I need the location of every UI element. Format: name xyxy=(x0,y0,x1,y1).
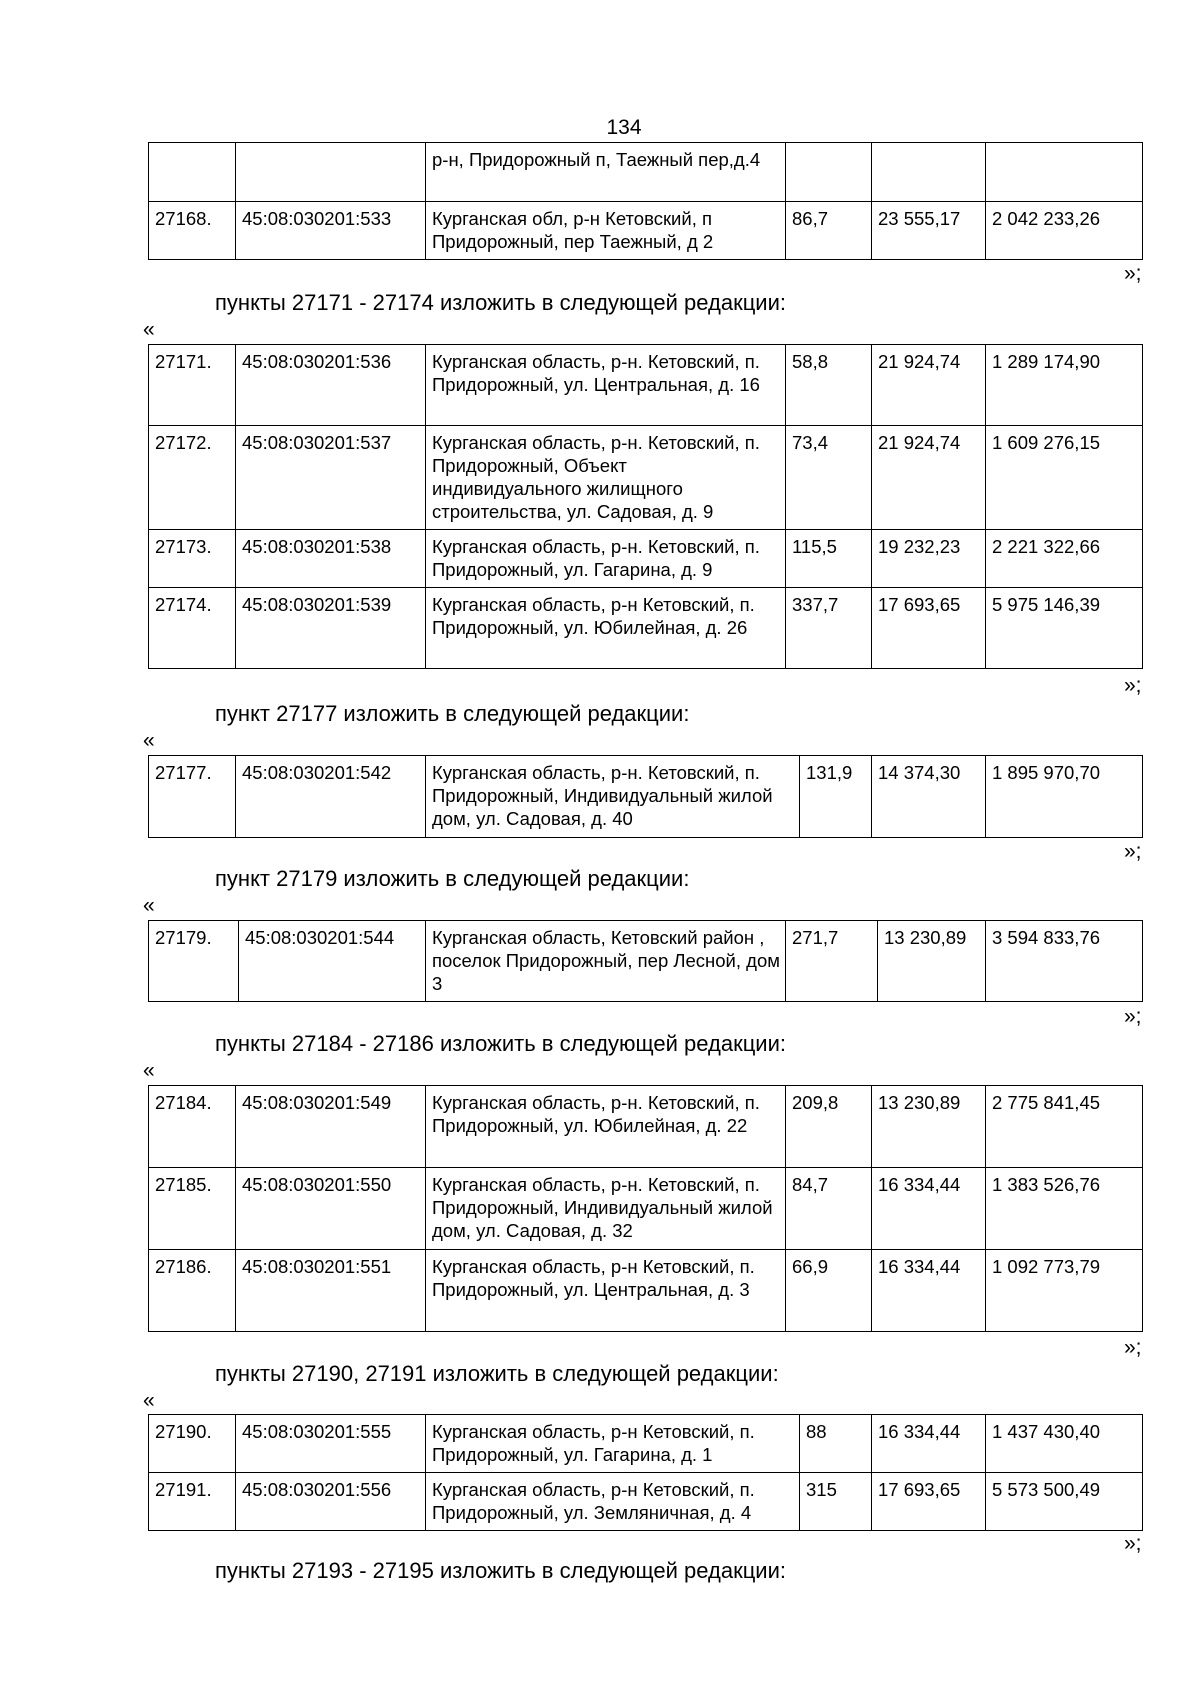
cell-address: Курганская область, Кетовский район , поселок Придорожный, пер Лесной, дом 3 xyxy=(426,921,786,1002)
table-row xyxy=(149,530,1143,588)
cell-number: 27177. xyxy=(149,756,236,838)
cell-area: 88 xyxy=(800,1415,872,1473)
cell-area: 209,8 xyxy=(786,1086,872,1168)
cell-price-per-unit xyxy=(872,143,986,202)
table-row xyxy=(149,756,1143,838)
cell-address: Курганская область, р-н. Кетовский, п. Придорожный, ул. Гагарина, д. 9 xyxy=(426,530,786,588)
table-row xyxy=(149,1168,1143,1250)
cell-address: Курганская область, р-н Кетовский, п. Придорожный, ул. Гагарина, д. 1 xyxy=(426,1415,800,1473)
cell-cadastral-number xyxy=(236,143,426,202)
amendment-instruction: пункты 27171 - 27174 изложить в следующей редакции: xyxy=(215,290,787,315)
close-quote: »; xyxy=(1124,674,1142,697)
open-quote: « xyxy=(143,894,155,917)
amendment-instruction: пункт 27179 изложить в следующей редакции: xyxy=(215,866,690,891)
cell-cadastral-number: 45:08:030201:556 xyxy=(236,1473,426,1531)
cell-cadastral-number: 45:08:030201:536 xyxy=(236,345,426,426)
registry-table-27179 xyxy=(148,920,1143,1002)
cell-price-per-unit: 14 374,30 xyxy=(872,756,986,838)
cell-price-per-unit: 16 334,44 xyxy=(872,1250,986,1332)
cell-cadastral-value: 2 221 322,66 xyxy=(986,530,1143,588)
cell-cadastral-value: 1 383 526,76 xyxy=(986,1168,1143,1250)
cell-area: 115,5 xyxy=(786,530,872,588)
cell-number: 27171. xyxy=(149,345,236,426)
cell-cadastral-number: 45:08:030201:538 xyxy=(236,530,426,588)
cell-number: 27172. xyxy=(149,426,236,530)
close-quote: »; xyxy=(1124,1005,1142,1028)
amendment-instruction: пункт 27177 изложить в следующей редакции: xyxy=(215,701,690,726)
cell-cadastral-number: 45:08:030201:551 xyxy=(236,1250,426,1332)
cell-number: 27191. xyxy=(149,1473,236,1531)
close-quote: »; xyxy=(1124,262,1142,285)
open-quote: « xyxy=(143,729,155,752)
cell-number xyxy=(149,143,236,202)
close-quote: »; xyxy=(1124,1336,1142,1359)
cell-cadastral-number: 45:08:030201:550 xyxy=(236,1168,426,1250)
open-quote: « xyxy=(143,1059,155,1082)
cell-area: 66,9 xyxy=(786,1250,872,1332)
cell-address: Курганская область, р-н Кетовский, п. Придорожный, ул. Земляничная, д. 4 xyxy=(426,1473,800,1531)
cell-address: Курганская область, р-н. Кетовский, п. Придорожный, ул. Центральная, д. 16 xyxy=(426,345,786,426)
cell-area: 271,7 xyxy=(786,921,878,1002)
cell-price-per-unit: 19 232,23 xyxy=(872,530,986,588)
cell-price-per-unit: 16 334,44 xyxy=(872,1415,986,1473)
cell-cadastral-value xyxy=(986,143,1143,202)
cell-cadastral-number: 45:08:030201:537 xyxy=(236,426,426,530)
open-quote: « xyxy=(143,318,155,341)
cell-cadastral-value: 1 289 174,90 xyxy=(986,345,1143,426)
cell-area: 315 xyxy=(800,1473,872,1531)
cell-address: Курганская обл, р-н Кетовский, п Придорожный, пер Таежный, д 2 xyxy=(426,202,786,260)
table-row xyxy=(149,202,1143,260)
cell-area: 84,7 xyxy=(786,1168,872,1250)
registry-table-continuation xyxy=(148,142,1143,260)
cell-price-per-unit: 13 230,89 xyxy=(878,921,986,1002)
close-quote: »; xyxy=(1124,1532,1142,1555)
cell-cadastral-number: 45:08:030201:533 xyxy=(236,202,426,260)
cell-area xyxy=(786,143,872,202)
cell-cadastral-number: 45:08:030201:555 xyxy=(236,1415,426,1473)
cell-price-per-unit: 13 230,89 xyxy=(872,1086,986,1168)
cell-area: 131,9 xyxy=(800,756,872,838)
cell-area: 337,7 xyxy=(786,588,872,669)
cell-price-per-unit: 21 924,74 xyxy=(872,345,986,426)
amendment-instruction: пункты 27190, 27191 изложить в следующей редакции: xyxy=(215,1361,779,1386)
registry-table-27190-27191 xyxy=(148,1414,1143,1531)
cell-number: 27174. xyxy=(149,588,236,669)
cell-area: 73,4 xyxy=(786,426,872,530)
cell-area: 58,8 xyxy=(786,345,872,426)
cell-area: 86,7 xyxy=(786,202,872,260)
table-row xyxy=(149,1473,1143,1531)
cell-cadastral-number: 45:08:030201:542 xyxy=(236,756,426,838)
cell-number: 27186. xyxy=(149,1250,236,1332)
cell-price-per-unit: 23 555,17 xyxy=(872,202,986,260)
cell-cadastral-value: 3 594 833,76 xyxy=(986,921,1143,1002)
cell-cadastral-value: 5 573 500,49 xyxy=(986,1473,1143,1531)
open-quote: « xyxy=(143,1389,155,1412)
cell-cadastral-number: 45:08:030201:539 xyxy=(236,588,426,669)
cell-address: Курганская область, р-н Кетовский, п. Придорожный, ул. Центральная, д. 3 xyxy=(426,1250,786,1332)
cell-cadastral-value: 2 775 841,45 xyxy=(986,1086,1143,1168)
close-quote: »; xyxy=(1124,840,1142,863)
cell-price-per-unit: 16 334,44 xyxy=(872,1168,986,1250)
cell-address: Курганская область, р-н. Кетовский, п. Придорожный, Индивидуальный жилой дом, ул. Садовая, д. 32 xyxy=(426,1168,786,1250)
cell-number: 27185. xyxy=(149,1168,236,1250)
cell-cadastral-number: 45:08:030201:544 xyxy=(239,921,426,1002)
table-row xyxy=(149,345,1143,426)
cell-price-per-unit: 17 693,65 xyxy=(872,1473,986,1531)
cell-cadastral-number: 45:08:030201:549 xyxy=(236,1086,426,1168)
table-row xyxy=(149,1250,1143,1332)
cell-address: р-н, Придорожный п, Таежный пер,д.4 xyxy=(426,143,786,202)
cell-cadastral-value: 1 895 970,70 xyxy=(986,756,1143,838)
cell-cadastral-value: 5 975 146,39 xyxy=(986,588,1143,669)
cell-cadastral-value: 1 092 773,79 xyxy=(986,1250,1143,1332)
cell-cadastral-value: 2 042 233,26 xyxy=(986,202,1143,260)
table-row xyxy=(149,1415,1143,1473)
registry-table-27171-27174 xyxy=(148,344,1143,669)
page-number: 134 xyxy=(606,116,642,139)
cell-price-per-unit: 17 693,65 xyxy=(872,588,986,669)
cell-address: Курганская область, р-н. Кетовский, п. Придорожный, Объект индивидуального жилищного строительства, ул. Садовая, д. 9 xyxy=(426,426,786,530)
table-row xyxy=(149,143,1143,202)
cell-cadastral-value: 1 609 276,15 xyxy=(986,426,1143,530)
registry-table-27184-27186 xyxy=(148,1085,1143,1332)
cell-address: Курганская область, р-н. Кетовский, п. Придорожный, ул. Юбилейная, д. 22 xyxy=(426,1086,786,1168)
amendment-instruction: пункты 27184 - 27186 изложить в следующей редакции: xyxy=(215,1031,787,1056)
registry-table-27177 xyxy=(148,755,1143,838)
cell-price-per-unit: 21 924,74 xyxy=(872,426,986,530)
table-row xyxy=(149,921,1143,1002)
cell-number: 27179. xyxy=(149,921,239,1002)
cell-number: 27190. xyxy=(149,1415,236,1473)
cell-cadastral-value: 1 437 430,40 xyxy=(986,1415,1143,1473)
cell-address: Курганская область, р-н. Кетовский, п. Придорожный, Индивидуальный жилой дом, ул. Садовая, д. 40 xyxy=(426,756,800,838)
table-row xyxy=(149,588,1143,669)
table-row xyxy=(149,1086,1143,1168)
cell-number: 27168. xyxy=(149,202,236,260)
cell-address: Курганская область, р-н Кетовский, п. Придорожный, ул. Юбилейная, д. 26 xyxy=(426,588,786,669)
table-row xyxy=(149,426,1143,530)
cell-number: 27184. xyxy=(149,1086,236,1168)
amendment-instruction: пункты 27193 - 27195 изложить в следующей редакции: xyxy=(215,1558,787,1583)
cell-number: 27173. xyxy=(149,530,236,588)
